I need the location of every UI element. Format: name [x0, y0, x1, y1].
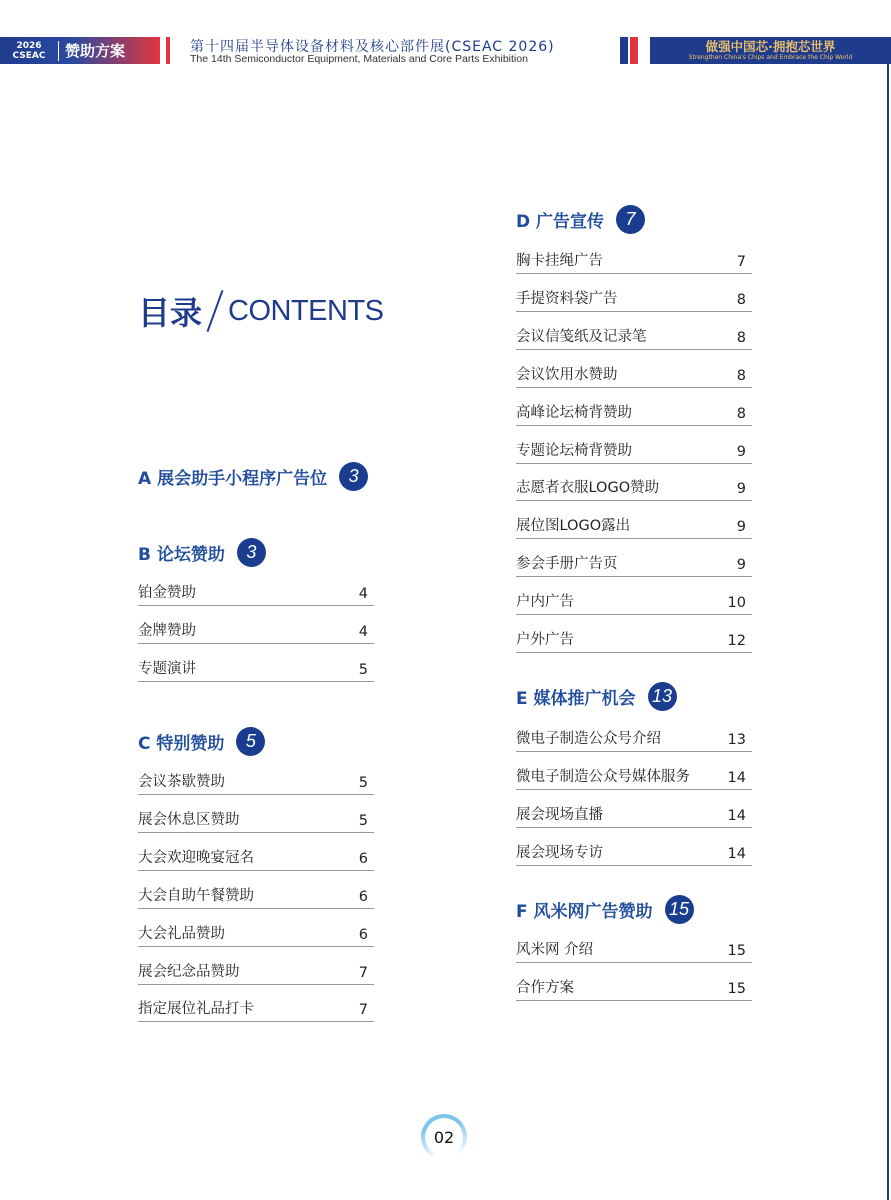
toc-title [138, 288, 384, 334]
toc-item-page: 15 [727, 980, 746, 997]
toc-item[interactable] [516, 428, 752, 464]
toc-item-label: 胸卡挂绳广告 [516, 253, 603, 269]
toc-item[interactable] [138, 570, 374, 606]
toc-item[interactable] [138, 759, 374, 795]
toc-item-page: 7 [358, 964, 368, 981]
section-heading[interactable] [516, 682, 677, 711]
section-page-badge: 5 [236, 727, 265, 756]
toc-item-page: 14 [727, 769, 746, 786]
toc-item-label: 专题论坛椅背赞助 [516, 442, 632, 459]
section-page-badge: 3 [237, 538, 266, 567]
toc-item-page: 7 [358, 1002, 368, 1019]
toc-item-label: 风米网 介绍 [516, 942, 594, 958]
divider [166, 37, 170, 64]
toc-item-label: 手提资料袋广告 [516, 290, 618, 307]
section-title: C 特别赞助 [138, 734, 225, 754]
toc-item[interactable] [516, 238, 752, 274]
slash-divider [207, 290, 224, 332]
toc-item[interactable] [138, 949, 374, 985]
toc-item-label: 会议茶歇赞助 [138, 774, 225, 790]
toc-item[interactable] [138, 608, 374, 644]
toc-item-label: 专题演讲 [138, 660, 196, 677]
toc-item-page: 14 [727, 807, 746, 824]
toc-item-label: 大会礼品赞助 [138, 925, 225, 942]
header-year: 2026 [16, 40, 42, 51]
toc-item-page: 8 [736, 329, 746, 346]
section-page-badge: 13 [648, 682, 677, 711]
header-badge [0, 37, 160, 64]
page-number: 02 [425, 1118, 463, 1156]
toc-item[interactable] [516, 792, 752, 828]
header-plan: 赞助方案 [65, 42, 126, 60]
toc-item-page: 8 [736, 291, 746, 308]
section-heading[interactable] [138, 727, 265, 756]
toc-item[interactable] [516, 927, 752, 963]
toc-item-page: 14 [727, 845, 746, 862]
toc-item-label: 会议饮用水赞助 [516, 366, 618, 383]
section-page-badge: 15 [665, 895, 694, 924]
section-page-badge: 7 [616, 205, 645, 234]
toc-item-page: 5 [358, 775, 368, 791]
toc-item-page: 5 [358, 661, 368, 678]
header-subtitle: The 14th Semiconductor Equipment, Materials and Core Parts Exhibition [190, 53, 528, 65]
toc-item-label: 金牌赞助 [138, 622, 196, 639]
section-heading[interactable] [138, 538, 266, 567]
toc-item-label: 志愿者衣服LOGO赞助 [516, 480, 660, 497]
slogan: 做强中国芯·拥抱芯世界 [705, 39, 836, 54]
toc-item[interactable] [138, 835, 374, 871]
toc-item[interactable] [516, 830, 752, 866]
toc-item-label: 微电子制造公众号媒体服务 [516, 768, 690, 785]
toc-item[interactable] [516, 465, 752, 501]
toc-item-page: 9 [736, 557, 746, 574]
toc-item[interactable] [516, 503, 752, 539]
toc-item[interactable] [516, 965, 752, 1001]
section-heading[interactable] [138, 462, 368, 491]
header-brand: CSEAC [12, 50, 46, 61]
toc-item[interactable] [516, 541, 752, 577]
toc-item-page: 6 [358, 926, 368, 943]
toc-item-label: 展位图LOGO露出 [516, 518, 631, 535]
header-year-block [0, 41, 59, 61]
page-number-badge [421, 1114, 467, 1160]
flag-stripe-blue [620, 37, 628, 64]
flag-stripe-red [630, 37, 638, 64]
toc-item[interactable] [138, 911, 374, 947]
section-title: B 论坛赞助 [138, 545, 225, 565]
toc-item[interactable] [516, 314, 752, 350]
toc-item-label: 大会欢迎晚宴冠名 [138, 849, 254, 866]
toc-item-label: 高峰论坛椅背赞助 [516, 404, 632, 421]
toc-item-page: 7 [736, 254, 746, 270]
toc-title-cn: 目录 [138, 294, 203, 332]
toc-item-label: 展会休息区赞助 [138, 811, 240, 828]
section-title: D 广告宣传 [516, 212, 605, 232]
toc-item-page: 13 [727, 732, 746, 748]
toc-item[interactable] [516, 754, 752, 790]
toc-item-page: 8 [736, 405, 746, 422]
toc-item-label: 参会手册广告页 [516, 556, 618, 573]
toc-item-label: 会议信笺纸及记录笔 [516, 328, 647, 345]
toc-item-label: 展会现场直播 [516, 806, 603, 823]
toc-item[interactable] [516, 579, 752, 615]
toc-item-label: 户内广告 [516, 594, 574, 611]
section-heading[interactable] [516, 895, 694, 924]
toc-item-label: 大会自助午餐赞助 [138, 887, 254, 904]
toc-item-label: 合作方案 [516, 979, 574, 996]
toc-item[interactable] [516, 617, 752, 653]
toc-title-en: CONTENTS [228, 294, 384, 327]
toc-item[interactable] [516, 352, 752, 388]
toc-item-page: 9 [736, 481, 746, 498]
section-title: F 风米网广告赞助 [516, 902, 653, 922]
toc-item-label: 指定展位礼品打卡 [138, 1001, 254, 1018]
toc-item[interactable] [138, 646, 374, 682]
toc-item-page: 9 [736, 519, 746, 536]
toc-item[interactable] [138, 873, 374, 909]
toc-item-page: 9 [736, 443, 746, 460]
toc-item[interactable] [516, 276, 752, 312]
header-title: 第十四届半导体设备材料及核心部件展(CSEAC 2026) [190, 39, 555, 55]
toc-item-label: 铂金赞助 [138, 585, 196, 601]
toc-item-page: 4 [358, 623, 368, 640]
toc-item-page: 4 [358, 586, 368, 602]
toc-item-page: 12 [727, 633, 746, 649]
toc-item-page: 6 [358, 850, 368, 867]
section-title: A 展会助手小程序广告位 [138, 469, 328, 489]
section-title: E 媒体推广机会 [516, 689, 636, 709]
toc-item[interactable] [138, 797, 374, 833]
slogan-en: Strengthen China's Chips and Embrace the Chip World [688, 54, 853, 61]
toc-item-page: 5 [358, 812, 368, 829]
toc-item[interactable] [138, 986, 374, 1022]
toc-item[interactable] [516, 390, 752, 426]
toc-item-page: 15 [727, 943, 746, 959]
toc-item-page: 10 [727, 595, 746, 612]
toc-item-label: 展会现场专访 [516, 844, 603, 861]
page-edge-line [887, 64, 889, 1200]
slogan-banner [650, 37, 891, 64]
section-page-badge: 3 [339, 462, 368, 491]
toc-item-page: 8 [736, 367, 746, 384]
toc-item-label: 展会纪念品赞助 [138, 963, 240, 980]
toc-item[interactable] [516, 716, 752, 752]
toc-item-page: 6 [358, 888, 368, 905]
toc-item-label: 微电子制造公众号介绍 [516, 731, 661, 747]
toc-item-label: 户外广告 [516, 632, 574, 648]
section-heading[interactable] [516, 205, 645, 234]
